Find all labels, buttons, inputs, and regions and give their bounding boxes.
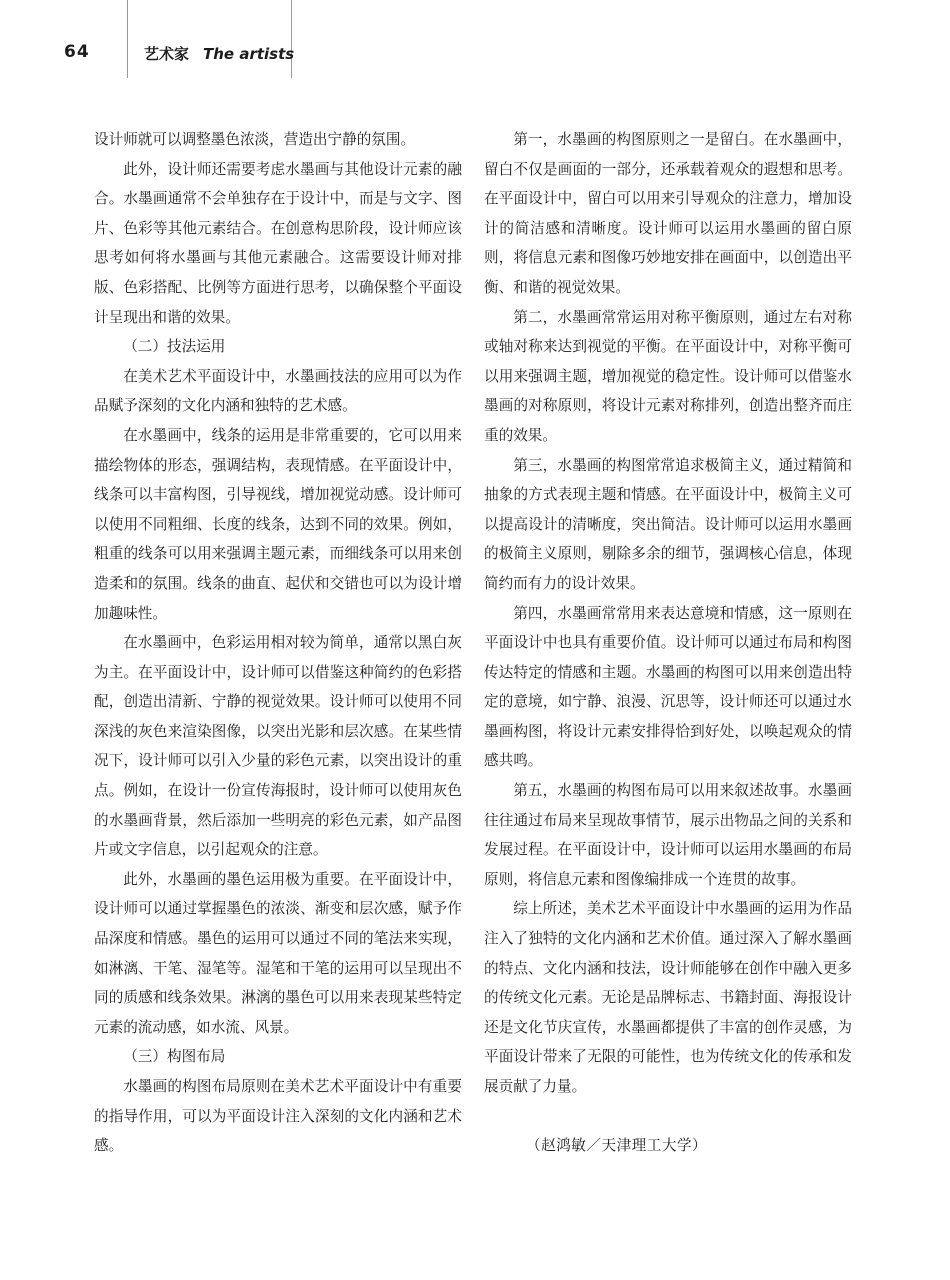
paragraph: 设计师就可以调整墨色浓淡，营造出宁静的氛围。 bbox=[94, 131, 416, 148]
left-column bbox=[94, 125, 462, 1161]
journal-title-zh: 艺术家 bbox=[144, 45, 190, 63]
section-heading: （二）技法运用 bbox=[123, 338, 226, 356]
header-divider-left bbox=[127, 0, 128, 78]
right-column bbox=[484, 125, 852, 1161]
journal-title bbox=[144, 43, 294, 64]
header-divider-right bbox=[291, 0, 292, 78]
paragraph: 综上所述，美术艺术平面设计中水墨画的运用为作品注入了独特的文化内涵和艺术价值。通过深入了解水墨画的特点、文化内涵和技法，设计师能够在创作中融入更多的传统文化元素。无论是品牌标志、书籍封面、海报设计还是文化节庆宣传，水墨画都提供了丰富的创作灵感，为平面设计带来了无限的可能性，也为传统文化的传承和发展贡献了力量。 bbox=[484, 900, 852, 1095]
paragraph: 此外，设计师还需要考虑水墨画与其他设计元素的融合。水墨画通常不会单独存在于设计中，而是与文字、图片、色彩等其他元素结合。在创意构思阶段，设计师应该思考如何将水墨画与其他元素融合。这需要设计师对排版、色彩搭配、比例等方面进行思考，以确保整个平面设计呈现出和谐的效果。 bbox=[94, 160, 462, 326]
author-signature: （赵鸿敏／天津理工大学） bbox=[526, 1137, 708, 1155]
section-heading: （三）构图布局 bbox=[123, 1048, 226, 1066]
journal-title-en: The artists bbox=[203, 45, 295, 63]
page-number: 64 bbox=[64, 42, 90, 62]
paragraph: 第四，水墨画常常用来表达意境和情感，这一原则在平面设计中也具有重要价值。设计师可以通过布局和构图传达特定的情感和主题。水墨画的构图可以用来创造出特定的意境，如宁静、浪漫、沉思等，设计师还可以通过水墨画构图，将设计元素安排得恰到好处，以唤起观众的情感共鸣。 bbox=[484, 604, 852, 770]
paragraph: 在水墨画中，线条的运用是非常重要的，它可以用来描绘物体的形态，强调结构，表现情感。在平面设计中，线条可以丰富构图，引导视线，增加视觉动感。设计师可以使用不同粗细、长度的线条，达到不同的效果。例如，粗重的线条可以用来强调主题元素，而细线条可以用来创造柔和的氛围。线条的曲直、起伏和交错也可以为设计增加趣味性。 bbox=[94, 426, 462, 622]
paragraph: 第一，水墨画的构图原则之一是留白。在水墨画中，留白不仅是画面的一部分，还承载着观众的遐想和思考。在平面设计中，留白可以用来引导观众的注意力，增加设计的简洁感和清晰度。设计师可以运用水墨画的留白原则，将信息元素和图像巧妙地安排在画面中，以创造出平衡、和谐的视觉效果。 bbox=[484, 131, 852, 296]
paragraph: 第二，水墨画常常运用对称平衡原则，通过左右对称或轴对称来达到视觉的平衡。在平面设计中，对称平衡可以用来强调主题，增加视觉的稳定性。设计师可以借鉴水墨画的对称原则，将设计元素对称排列，创造出整齐而庄重的效果。 bbox=[484, 308, 852, 444]
paragraph: 此外，水墨画的墨色运用极为重要。在平面设计中，设计师可以通过掌握墨色的浓淡、渐变和层次感，赋予作品深度和情感。墨色的运用可以通过不同的笔法来实现，如淋漓、干笔、湿笔等。湿笔和干笔的运用可以呈现出不同的质感和线条效果。淋漓的墨色可以用来表现某些特定元素的流动感，如水流、风景。 bbox=[94, 870, 462, 1036]
paragraph: 水墨画的构图布局原则在美术艺术平面设计中有重要的指导作用，可以为平面设计注入深刻的文化内涵和艺术感。 bbox=[94, 1078, 462, 1155]
paragraph: 在水墨画中，色彩运用相对较为简单，通常以黑白灰为主。在平面设计中，设计师可以借鉴这种简约的色彩搭配，创造出清新、宁静的视觉效果。设计师可以使用不同深浅的灰色来渲染图像，以突出光影和层次感。在某些情况下，设计师可以引入少量的彩色元素，以突出设计的重点。例如，在设计一份宣传海报时，设计师可以使用灰色的水墨画背景，然后添加一些明亮的彩色元素，如产品图片或文字信息，以引起观众的注意。 bbox=[94, 634, 462, 859]
paragraph: 第三，水墨画的构图常常追求极简主义，通过精简和抽象的方式表现主题和情感。在平面设计中，极简主义可以提高设计的清晰度，突出简洁。设计师可以运用水墨画的极简主义原则，剔除多余的细节，强调核心信息，体现简约而有力的设计效果。 bbox=[484, 456, 852, 592]
paragraph: 第五，水墨画的构图布局可以用来叙述故事。水墨画往往通过布局来呈现故事情节，展示出物品之间的关系和发展过程。在平面设计中，设计师可以运用水墨画的布局原则，将信息元素和图像编排成一个连贯的故事。 bbox=[484, 782, 852, 888]
paragraph: 在美术艺术平面设计中，水墨画技法的应用可以为作品赋予深刻的文化内涵和独特的艺术感。 bbox=[94, 367, 462, 415]
